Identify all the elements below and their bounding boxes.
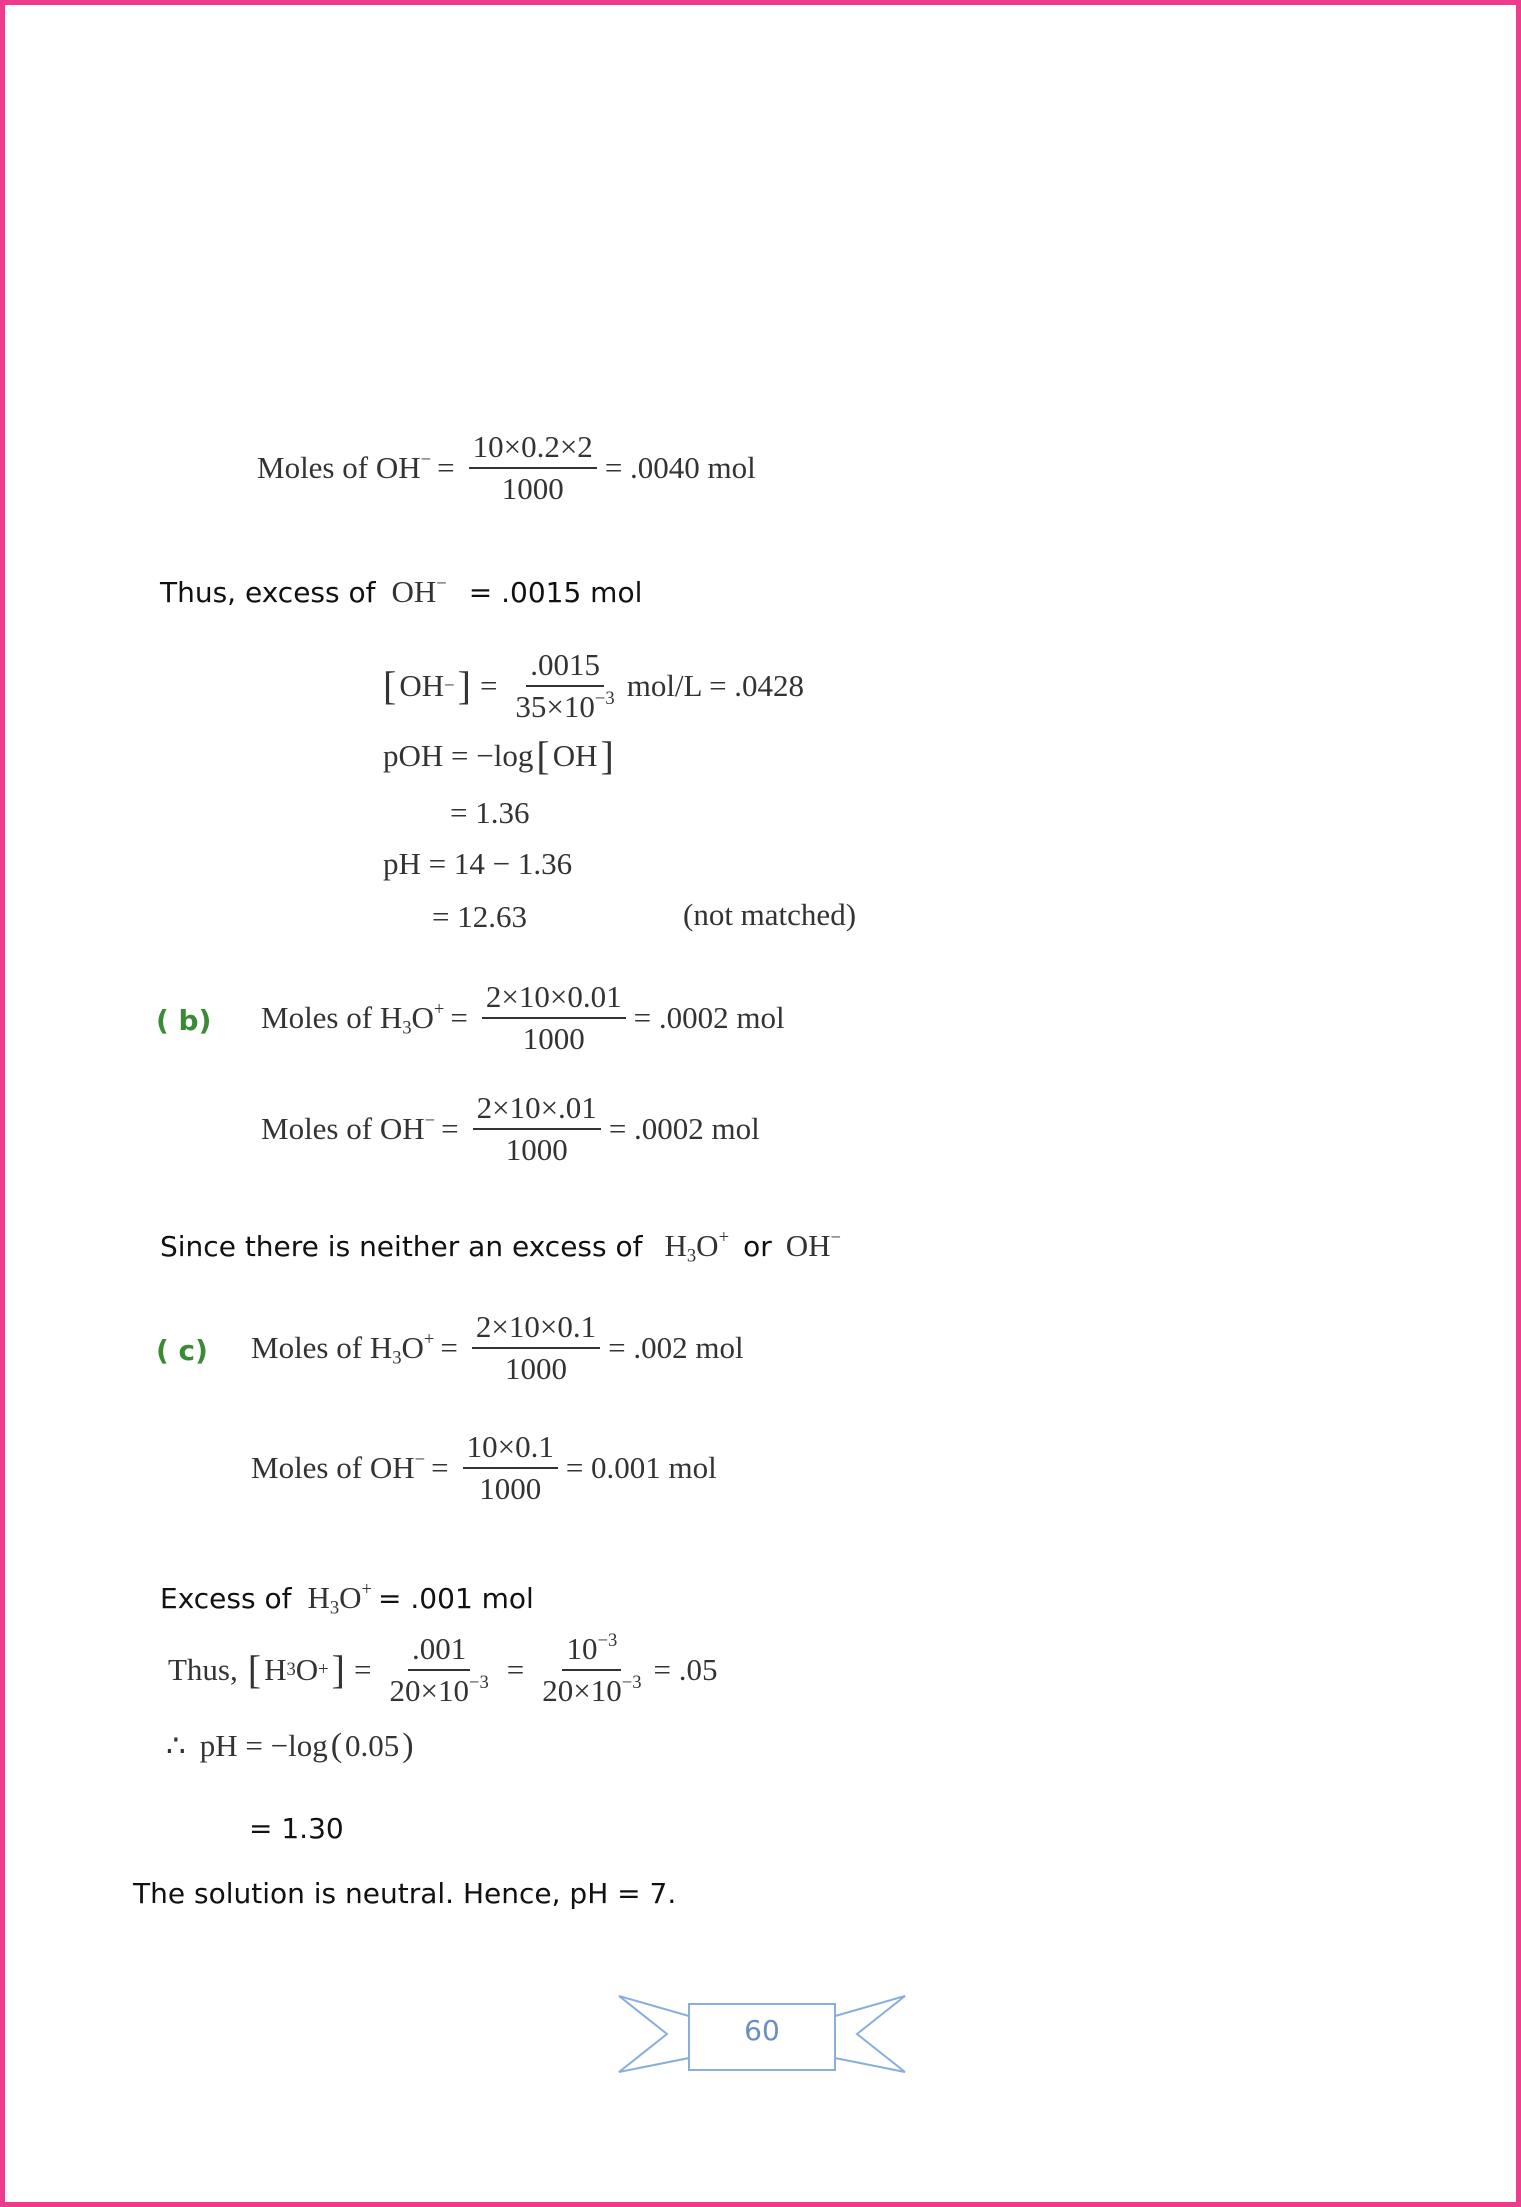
page-number: 60 [744, 2014, 780, 2047]
moles-h3o-equation-c: Moles of $H_3O^+$ = $\frac{2\times 10\times 0.1}{1000}$ = .002 mol [251, 1309, 744, 1387]
moles-oh-equation-b: Moles of OH− = $\frac{2\times 10\times.01}{1000}$ = .0002 mol [261, 1090, 760, 1168]
ph-result-c: = 1.30 [249, 1812, 344, 1845]
moles-oh-equation-c: Moles of OH− = $\frac{10\times 0.1}{1000}$ = 0.001 mol [251, 1429, 717, 1507]
excess-h3o-line: Excess of $H_3O^+$ = .001 mol [160, 1578, 534, 1619]
not-matched-note: (not matched) [683, 897, 857, 932]
ph-log-equation: ∴ pH = −log ( 0.05 ) [166, 1727, 414, 1764]
lhs: Moles of OH− [257, 449, 432, 486]
part-b-label: ( b) [156, 1004, 212, 1037]
neither-excess-line: Since there is neither an excess of $H_3O^+$ or OH− [160, 1226, 841, 1267]
poh-equation: pOH = −log [ OH ] [383, 733, 614, 778]
oh-concentration-equation: [ OH − ] = $\frac{.0015}{35\times 10^{-3}}$ mol/L = .0428 [383, 647, 805, 725]
conclusion-text: The solution is neutral. Hence, pH = 7. [133, 1877, 677, 1910]
excess-oh-line: Thus, excess of OH− = .0015 mol [160, 572, 643, 609]
page-number-ribbon [617, 1992, 907, 2076]
ph-equation: pH = 14 − 1.36 [383, 846, 573, 881]
h3o-concentration-equation: Thus, [ H 3 O + ] = $\frac{.001}{20\times 10^{-3}}$ = $\frac{10^{-3}}{20\times 10^{-3}}$ = .05 [168, 1629, 718, 1709]
poh-value: = 1.36 [450, 795, 530, 830]
part-c-label: ( c) [156, 1334, 208, 1367]
ph-value: = 12.63 [432, 899, 527, 934]
moles-oh-equation-a: Moles of OH− = $\frac{10\times 0.2\times 2}{1000}$ = .0040 mol [257, 429, 756, 507]
fraction: $\frac{10\times 0.2\times 2}{1000}$ [469, 430, 597, 506]
moles-h3o-equation-b: Moles of $H_3O^+$ = $\frac{2\times 10\times 0.01}{1000}$ = .0002 mol [261, 979, 785, 1057]
